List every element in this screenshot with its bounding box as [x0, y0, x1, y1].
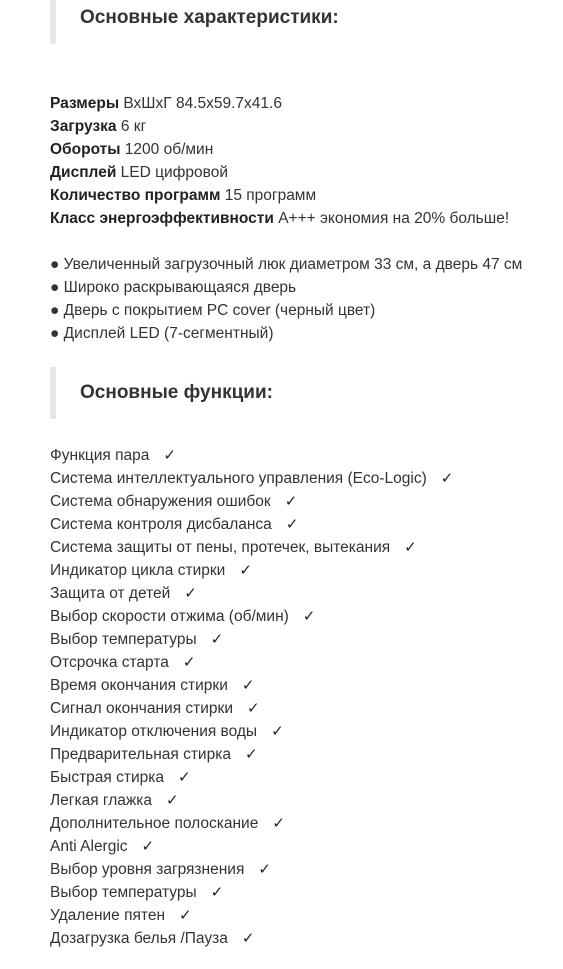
function-item: [50, 651, 563, 674]
functions-list: [50, 444, 563, 950]
checkmark-icon: ✓: [184, 584, 197, 602]
function-item: [50, 628, 563, 651]
checkmark-icon: ✓: [272, 814, 285, 832]
bullet-item: ● Дисплей LED (7-сегментный): [50, 325, 274, 342]
bullet-item: ● Дверь с покрытием PC cover (черный цвет): [50, 302, 376, 319]
function-label: Сигнал окончания стирки: [50, 700, 233, 717]
spec-value: А+++ экономия на 20% больше!: [278, 210, 510, 227]
checkmark-icon: ✓: [165, 791, 179, 809]
function-item: [50, 559, 563, 582]
function-label: Удаление пятен: [50, 907, 166, 924]
checkmark-icon: ✓: [163, 446, 176, 464]
spec-row: [50, 138, 563, 161]
function-label: Выбор температуры: [50, 884, 197, 901]
spec-row: [50, 115, 563, 138]
function-item: [50, 789, 563, 812]
checkmark-icon: ✓: [284, 492, 298, 510]
spec-row: [50, 184, 563, 207]
specs-heading-text: Основные характеристики:: [80, 7, 339, 28]
checkmark-icon: ✓: [246, 699, 260, 717]
function-item: [50, 467, 563, 490]
function-item: [50, 904, 563, 927]
specs-heading: [50, 0, 339, 44]
function-label: Система защиты от пены, протечек, вытекания: [50, 539, 391, 556]
bullet-item: ● Увеличенный загрузочный люк диаметром 33 см, а дверь 47 см: [50, 256, 523, 273]
feature-bullets: [50, 253, 563, 345]
checkmark-icon: ✓: [440, 469, 454, 487]
checkmark-icon: ✓: [210, 630, 224, 648]
spec-value: 1200 об/мин: [124, 141, 214, 158]
checkmark-icon: ✓: [179, 906, 192, 924]
spec-row: [50, 207, 563, 230]
function-item: [50, 835, 563, 858]
function-label: Время окончания стирки: [50, 677, 228, 694]
function-label: Индикатор отключения воды: [50, 723, 258, 740]
function-label: Отсрочка старта: [50, 654, 169, 671]
checkmark-icon: ✓: [177, 768, 191, 786]
function-item: [50, 674, 563, 697]
function-label: Предварительная стирка: [50, 746, 231, 763]
function-label: Anti Alergic: [50, 838, 128, 855]
function-label: Система обнаружения ошибок: [50, 493, 271, 510]
function-item: [50, 858, 563, 881]
function-label: Индикатор цикла стирки: [50, 562, 226, 579]
bullet-item: ● Широко раскрывающаяся дверь: [50, 279, 297, 296]
function-label: Выбор температуры: [50, 631, 197, 648]
function-item: [50, 743, 563, 766]
spec-label: Класс энергоэффективности: [50, 210, 274, 227]
function-label: Легкая глажка: [50, 792, 152, 809]
spec-row: [50, 92, 563, 115]
checkmark-icon: ✓: [404, 538, 417, 556]
checkmark-icon: ✓: [302, 607, 316, 625]
checkmark-icon: ✓: [258, 860, 271, 878]
checkmark-icon: ✓: [141, 837, 155, 855]
function-label: Выбор скорости отжима (об/мин): [50, 608, 289, 625]
function-item: [50, 536, 563, 559]
checkmark-icon: ✓: [285, 515, 299, 533]
checkmark-icon: ✓: [244, 745, 258, 763]
spec-value: 6 кг: [120, 118, 147, 135]
functions-heading: [50, 367, 273, 419]
specs-list: [50, 92, 563, 230]
function-item: [50, 697, 563, 720]
function-item: [50, 766, 563, 789]
function-label: Дополнительное полоскание: [50, 815, 259, 832]
function-label: Быстрая стирка: [50, 769, 164, 786]
checkmark-icon: ✓: [239, 561, 252, 579]
function-label: Выбор уровня загрязнения: [50, 861, 245, 878]
function-item: [50, 881, 563, 904]
function-item: [50, 444, 563, 467]
function-item: [50, 513, 563, 536]
function-item: [50, 582, 563, 605]
spec-label: Обороты: [50, 141, 121, 158]
spec-value: LED цифровой: [120, 164, 228, 181]
function-label: Защита от детей: [50, 585, 171, 602]
checkmark-icon: ✓: [241, 676, 255, 694]
checkmark-icon: ✓: [210, 883, 224, 901]
checkmark-icon: ✓: [241, 929, 255, 947]
spec-label: Количество программ: [50, 187, 221, 204]
function-item: [50, 605, 563, 628]
function-item: [50, 812, 563, 835]
function-label: Система контроля дисбаланса: [50, 516, 272, 533]
spec-label: Загрузка: [50, 118, 117, 135]
function-label: Система интеллектуального управления (Eco-Logic): [50, 470, 427, 487]
function-label: Функция пара: [50, 447, 150, 464]
checkmark-icon: ✓: [271, 722, 284, 740]
function-item: [50, 490, 563, 513]
spec-value: ВхШхГ 84.5x59.7x41.6: [123, 95, 282, 112]
functions-heading-text: Основные функции:: [80, 382, 273, 403]
function-item: [50, 927, 563, 950]
spec-row: [50, 161, 563, 184]
function-label: Дозагрузка белья /Пауза: [50, 930, 228, 947]
function-item: [50, 720, 563, 743]
spec-label: Дисплей: [50, 164, 117, 181]
spec-value: 15 программ: [224, 187, 317, 204]
checkmark-icon: ✓: [182, 653, 196, 671]
spec-label: Размеры: [50, 95, 120, 112]
